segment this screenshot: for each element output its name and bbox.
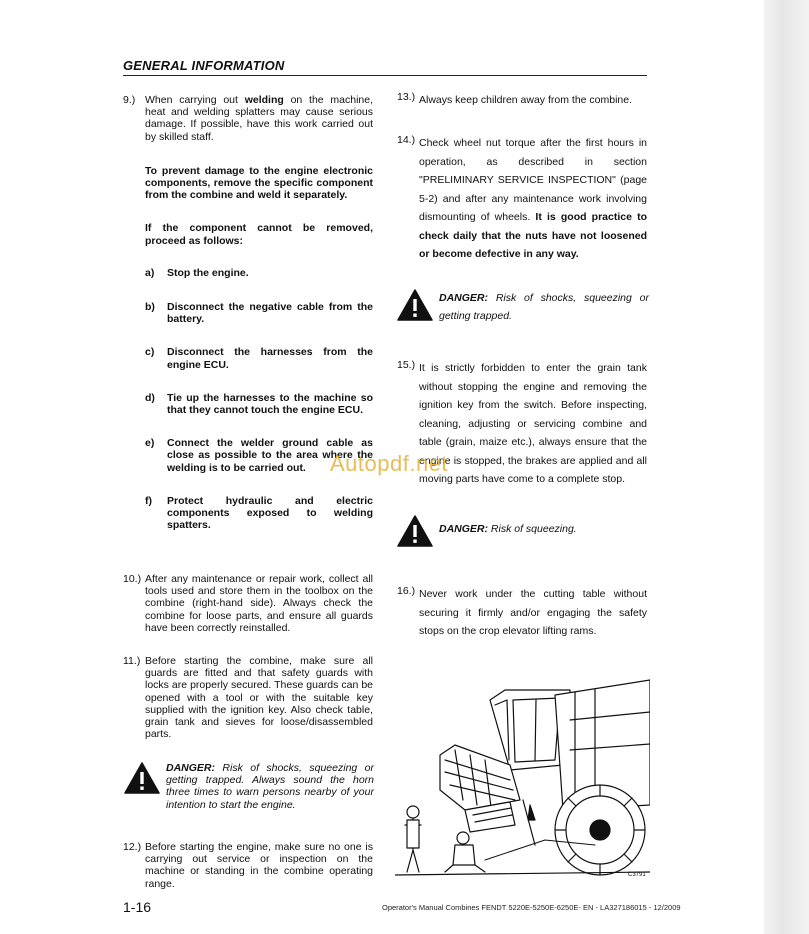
item-text: Before starting the engine, make sure no one is carrying out service or inspection on the machine or standing in the combine operating range. — [145, 841, 373, 890]
item-number: 13.) — [397, 91, 416, 103]
watermark-text: Autopdf.net — [330, 451, 449, 476]
page-title: GENERAL INFORMATION — [123, 58, 285, 73]
step-letter: e) — [145, 437, 155, 450]
warning-triangle-icon — [397, 289, 433, 321]
item-text-bold: It is good practice to check daily that the nuts have not loosened or become defective in any way. — [419, 211, 648, 260]
step-letter: b) — [145, 301, 155, 314]
item-text: Before starting the combine, make sure all guards are fitted and that safety guards with locks are properly secured. These guards can be opened with a tool or with the suitable key supplied with the ignition key. Also check table, grain tank and sieves for loose/disassembled parts. — [145, 655, 373, 741]
item-text: It is strictly forbidden to enter the grain tank without stopping the engine and removing the ignition key from the switch. Before inspecting, cleaning, adjusting or servicing combine and table (grain, maize etc.), always ensure that the engine is stopped, the brakes are applied and all moving parts have come to a complete stop. — [419, 362, 647, 485]
prevent-damage-note: To prevent damage to the engine electronic components, remove the specific component from the combine and weld it separately. — [145, 164, 373, 202]
warning-triangle-icon — [397, 515, 433, 547]
step-text: Protect hydraulic and electric components exposed to welding spatters. — [167, 494, 373, 532]
item-text: After any maintenance or repair work, collect all tools used and store them in the toolbox on the combine (right-hand side). Always check the combine for loose parts, and ensure all guards have been correctly reinstalled. — [145, 573, 373, 634]
item-number: 12.) — [123, 841, 142, 853]
item-9 — [123, 94, 373, 143]
step-text: Disconnect the negative cable from the battery. — [167, 301, 373, 326]
item-12 — [123, 841, 373, 890]
danger-label: DANGER: — [166, 762, 215, 774]
step-letter: c) — [145, 346, 155, 359]
danger-notice-3 — [397, 515, 649, 547]
danger-notice-1 — [124, 762, 374, 811]
header-divider — [123, 75, 647, 76]
danger-message: Risk of squeezing. — [490, 523, 577, 535]
step-item — [145, 346, 373, 370]
step-letter: f) — [145, 494, 152, 507]
item-text — [145, 94, 373, 143]
item-14 — [397, 134, 647, 264]
item-text: Never work under the cutting table without securing it firmly and/or engaging the safety stops on the crop elevator lifting rams. — [419, 588, 647, 637]
welding-steps — [145, 267, 373, 532]
step-text: Disconnect the harnesses from the engine ECU. — [167, 346, 373, 371]
item-number: 15.) — [397, 359, 416, 371]
item-11 — [123, 655, 373, 740]
combine-harvester-illustration — [395, 660, 650, 885]
danger-label: DANGER: — [439, 292, 488, 304]
cannot-remove-note: If the component cannot be removed, proceed as follows: — [145, 222, 373, 247]
item-number: 10.) — [123, 573, 142, 585]
illustration-code: C3791 — [628, 872, 646, 878]
item-text — [419, 134, 647, 264]
danger-notice-2 — [397, 289, 649, 325]
step-item — [145, 301, 373, 325]
item-number: 14.) — [397, 134, 416, 146]
danger-message: Risk of shocks, squeezing or getting trapped. Always sound the horn three times to warn persons nearby of your intention to start the engine. — [166, 762, 374, 811]
step-item — [145, 267, 373, 279]
step-letter: a) — [145, 266, 155, 279]
step-item — [145, 495, 373, 532]
step-item — [145, 392, 373, 416]
item-number: 16.) — [397, 585, 416, 597]
danger-label: DANGER: — [439, 523, 488, 535]
step-text: Connect the welder ground cable as close as possible to the area where the welding is to be carried out. — [167, 437, 373, 474]
danger-text — [439, 289, 649, 325]
step-text: Stop the engine. — [167, 266, 249, 279]
item-text-rest: on the machine, heat and welding splatters may cause serious damage. If possible, have this work carried out by skilled staff. — [145, 94, 374, 143]
page-edge-shadow — [764, 0, 809, 934]
warning-triangle-icon — [124, 762, 160, 794]
danger-text — [166, 762, 374, 811]
item-text: Always keep children away from the combine. — [419, 94, 633, 106]
item-text-bold: welding — [244, 94, 284, 106]
footer-document-info: Operator's Manual Combines FENDT 5220E-5250E-6250E- EN - LA327186015 - 12/2009 — [382, 903, 681, 912]
danger-text — [439, 523, 649, 535]
item-text-start: When carrying out — [145, 94, 238, 106]
item-text-start: Check wheel nut torque after the first hours in operation, as described in section "PRELIMINARY SERVICE INSPECTION" (page 5-2) and after any maintenance work involving dismounting of wheels. — [419, 137, 647, 223]
step-text: Tie up the harnesses to the machine so that they cannot touch the engine ECU. — [167, 391, 373, 417]
danger-message: Risk of shocks, squeezing or getting trapped. — [439, 292, 649, 322]
item-16 — [397, 585, 647, 641]
item-10 — [123, 573, 373, 634]
step-letter: d) — [145, 391, 155, 404]
item-number: 9.) — [123, 94, 136, 106]
item-13 — [397, 91, 647, 110]
item-number: 11.) — [123, 655, 141, 667]
page-number: 1-16 — [123, 899, 152, 915]
